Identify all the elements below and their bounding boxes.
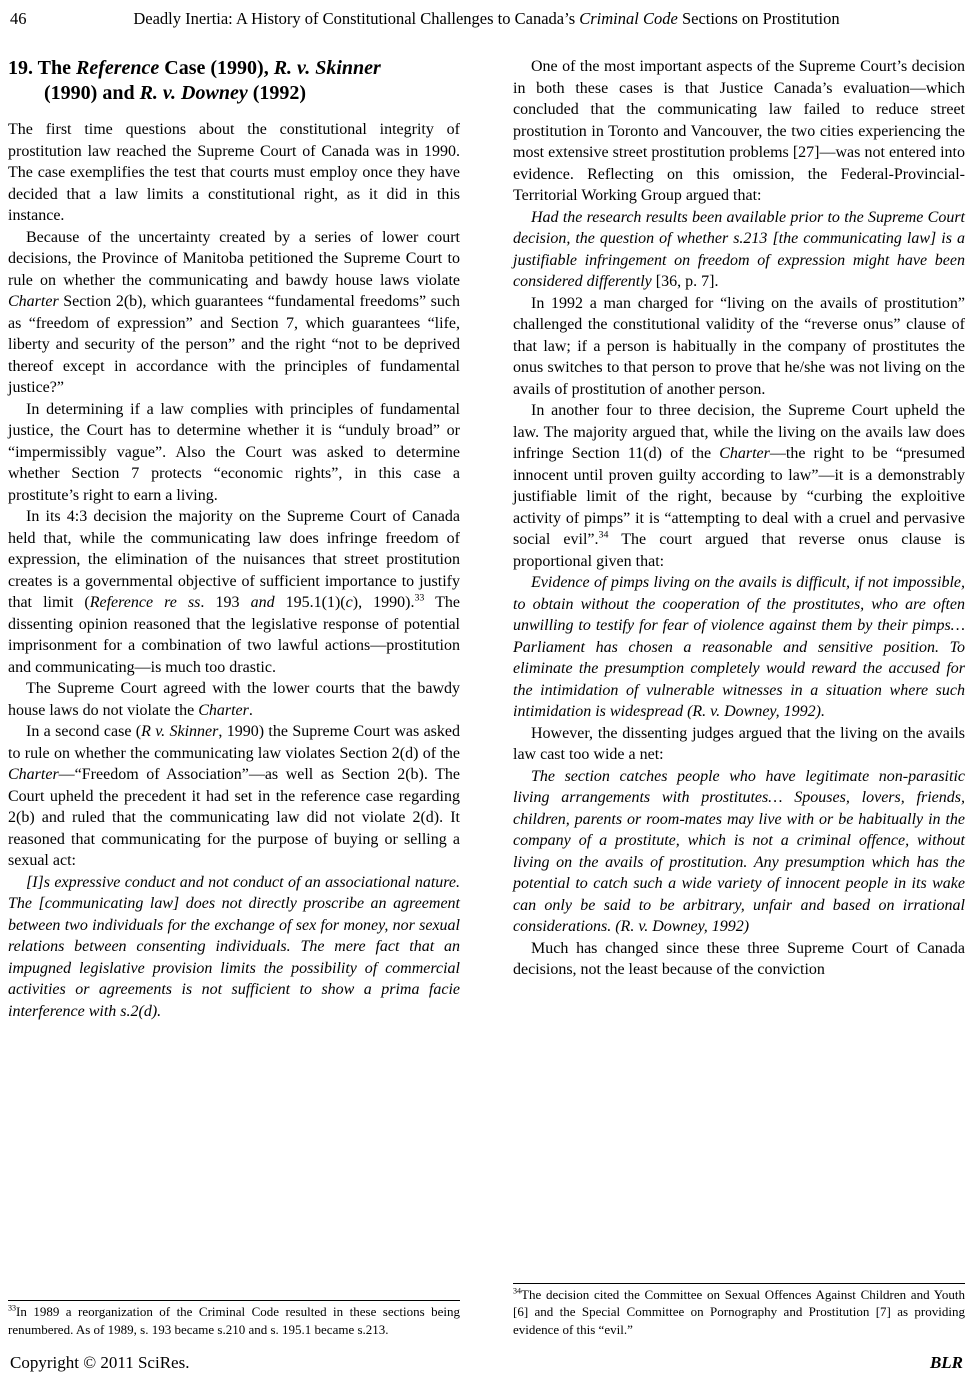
text-run: In its 4:3 decision the majority on the Supreme Court of Canada held that, while the communicating law does infringe freedom of expression, the elimination of the nuisances that street prostitution creates is a governmental objective of sufficient importance to justify that limit ( <box>8 508 460 611</box>
footnote-marker: 34 <box>513 1286 522 1296</box>
body-paragraph <box>8 506 460 678</box>
text-run: , 1990) the Supreme Court was asked to rule on whether the communicating law violates Section 2(d) of the <box>8 723 461 762</box>
body-paragraph <box>513 293 965 401</box>
text-run: and <box>250 594 275 611</box>
text-run: Evidence of pimps living on the avails is difficult, if not impossible, to obtain without the cooperation of the prostitutes, who are often unwilling to testify for fear of violence against them by their pimps… Parliament has chosen a reasonable and sensitive position. To eliminate the presumption completely would reward the accused for the intimidation of vulnerable witnesses in a situation where such intimidation is widespread (R. v. Downey, 1992). <box>513 574 965 720</box>
text-run: Charter <box>8 293 59 310</box>
copyright-text: Copyright © 2011 SciRes. <box>10 1353 190 1372</box>
text-run: [I]s expressive conduct and not conduct of an associational nature. The [communicating law] does not directly proscribe an agreement between two individuals for the exchange of sex for money, nor sexual relations between consenting individuals. The mere fact that an impugned legislative provision limits the possibility of commercial activities or agreements is not sufficient to show a prima facie interference with s.2(d). <box>8 873 460 1020</box>
text-run: Charter <box>719 445 770 462</box>
page-footer <box>8 1352 965 1374</box>
text-run: Charter <box>198 701 249 719</box>
section-heading <box>8 56 460 106</box>
footnote-marker: 33 <box>8 1303 17 1313</box>
text-run: —the right to be “presumed innocent until proven guilty according to law”—it is a demonstrably justifiable limit of the right, because by “curbing the exploitive activity of pimps” it is “attempting to deal with a cruel and pervasive social evil”. <box>513 445 965 548</box>
left-column-paragraphs <box>8 119 460 1022</box>
footnote-marker: 33 <box>414 592 425 604</box>
text-run: In another four to three decision, the Supreme Court upheld the law. The majority argued that, while the living on the avails law does infringe Section 11(d) of the <box>513 402 965 462</box>
text-run: Because of the uncertainty created by a series of lower court decisions, the Province of Manitoba petitioned the Supreme Court to rule on whether the communicating and bawdy house laws violate <box>8 228 460 289</box>
body-paragraph <box>513 723 965 766</box>
text-run: The dissenting opinion reasoned that the legislative response of potential imprisonment for a combination of two lawful actions—prostitution and communicating—is much too drastic. <box>8 594 461 676</box>
page-header <box>8 8 965 30</box>
text-run: In determining if a law complies with principles of fundamental justice, the Court has to determine whether it is “unduly broad” or “impermissibly vague”. Also the Court was asked to determine whether Section 7 protects “economic rights”, in this case a prostitute’s right to earn a living. <box>8 400 460 504</box>
text-run: —“Freedom of Association”—as well as Section 2(b). The Court upheld the precedent it had set in the reference case regarding 2(b) and ruled that the communicating law did not violate 2(d). It reasoned that communicating for the purpose of buying or selling a sexual act: <box>8 766 460 869</box>
text-run: One of the most important aspects of the Supreme Court’s decision in both these cases is that Justice Canada’s evaluation—which concluded that the communicating law failed to reduce street prostitution in Toronto and Vancouver, the two cities experiencing the most extensive street prostitution problems [27]—was not entered into evidence. Reflecting on this omission, the Federal-Provincial-Territorial Working Group argued that: <box>513 58 965 204</box>
block-quote <box>513 207 965 293</box>
text-run: ), 1990). <box>352 594 415 611</box>
text-run: 195.1(1)( <box>274 594 346 611</box>
text-run: In 1992 a man charged for “living on the avails of prostitution” challenged the constitutional validity of the “reverse onus” clause of that law; if a person is habitually in the company of prostitutes the onus switches to that person to prove that he/she was not living on the avails of prostitution of another person. <box>513 294 965 398</box>
left-footnote-block <box>8 1296 460 1338</box>
text-run: Reference <box>75 57 160 79</box>
right-column <box>513 30 965 1338</box>
body-paragraph <box>8 399 460 507</box>
text-run: The first time questions about the constitutional integrity of prostitution law reached the Supreme Court of Canada was in 1990. The case exemplifies the test that courts must employ once they have decided that a law limits a constitutional right, as it did in this instance. <box>8 121 460 224</box>
text-run: . <box>248 701 253 719</box>
body-paragraph <box>8 119 460 227</box>
text-run: Charter <box>8 766 59 783</box>
text-run: R. v. Downey <box>139 82 248 104</box>
text-run: Criminal Code <box>579 9 678 28</box>
footnote-rule <box>8 1300 460 1301</box>
text-run: The section catches people who have legitimate non-parasitic living arrangements with prostitutes… Spouses, lovers, friends, children, parents or room-mates may live with or be habitually in the company of a prostitute, which is not a criminal offence, without living on the avails of prostitution. Any presumption which has the potential to catch such a wide variety of innocent people in its wake can only be said to be arbitrary, unfair and based on irrational considerations. (R. v. Downey, 1992) <box>513 767 965 935</box>
text-run: (1992) <box>247 82 307 104</box>
text-run: Reference re ss <box>89 594 201 611</box>
page-number: 46 <box>10 9 27 28</box>
body-paragraph <box>8 227 460 399</box>
text-run: However, the dissenting judges argued that the living on the avails law cast too wide a net: <box>513 724 965 763</box>
body-paragraph <box>513 400 965 572</box>
block-quote <box>513 572 965 723</box>
body-paragraph <box>8 678 460 721</box>
body-paragraph <box>8 721 460 872</box>
right-column-paragraphs <box>513 56 965 981</box>
footnote-33 <box>8 1303 460 1338</box>
text-run: Had the research results been available prior to the Supreme Court decision, the question of whether s.213 [the communicating law] is a justifiable infringement on freedom of expression might have been considered differently <box>513 208 965 290</box>
text-run: In 1989 a reorganization of the Criminal Code resulted in these sections being renumbered. As of 1989, s. 193 became s.210 and s. 195.1 became s.213. <box>8 1304 460 1337</box>
text-run: R v. Skinner <box>141 723 219 740</box>
text-run: Deadly Inertia: A History of Constitutional Challenges to Canada’s <box>133 9 580 28</box>
block-quote <box>513 766 965 938</box>
body-paragraph <box>513 938 965 981</box>
text-run: Much has changed since these three Supreme Court of Canada decisions, not the least because of the conviction <box>513 939 965 978</box>
text-run: . 193 <box>200 594 251 611</box>
right-footnote-block <box>513 1279 965 1339</box>
text-run: c <box>345 594 353 611</box>
text-run: Sections on Prostitution <box>677 9 840 28</box>
text-run: In a second case ( <box>26 723 142 740</box>
text-run: R. v. Skinner <box>273 57 381 79</box>
text-run: The decision cited the Committee on Sexual Offences Against Children and Youth [6] and the Special Committee on Pornography and Prostitution [7] as providing evidence of this “evil.” <box>513 1286 965 1337</box>
body-paragraph <box>513 56 965 207</box>
text-run: (1990) and <box>44 82 140 104</box>
footnote-rule <box>513 1283 965 1284</box>
text-run: Case (1990), <box>159 57 274 79</box>
running-title <box>8 8 965 30</box>
two-column-body <box>8 30 965 1338</box>
text-run: 19. The <box>8 57 76 79</box>
footnote-34 <box>513 1286 965 1339</box>
block-quote <box>8 872 460 1023</box>
text-run: [36, p. 7]. <box>655 273 719 290</box>
left-column <box>8 30 460 1338</box>
journal-abbreviation: BLR <box>929 1353 963 1372</box>
text-run: The court argued that reverse onus clause is proportional given that: <box>513 531 965 570</box>
footnote-marker: 34 <box>598 529 609 541</box>
text-run: Section 2(b), which guarantees “fundamental freedoms” such as “freedom of expression” and Section 7, which guarantees “life, liberty and security of the person” and the right “not to be deprived thereof except in accordance with the principles of fundamental justice?” <box>8 293 460 396</box>
text-run: The Supreme Court agreed with the lower courts that the bawdy house laws do not violate the <box>8 680 460 719</box>
